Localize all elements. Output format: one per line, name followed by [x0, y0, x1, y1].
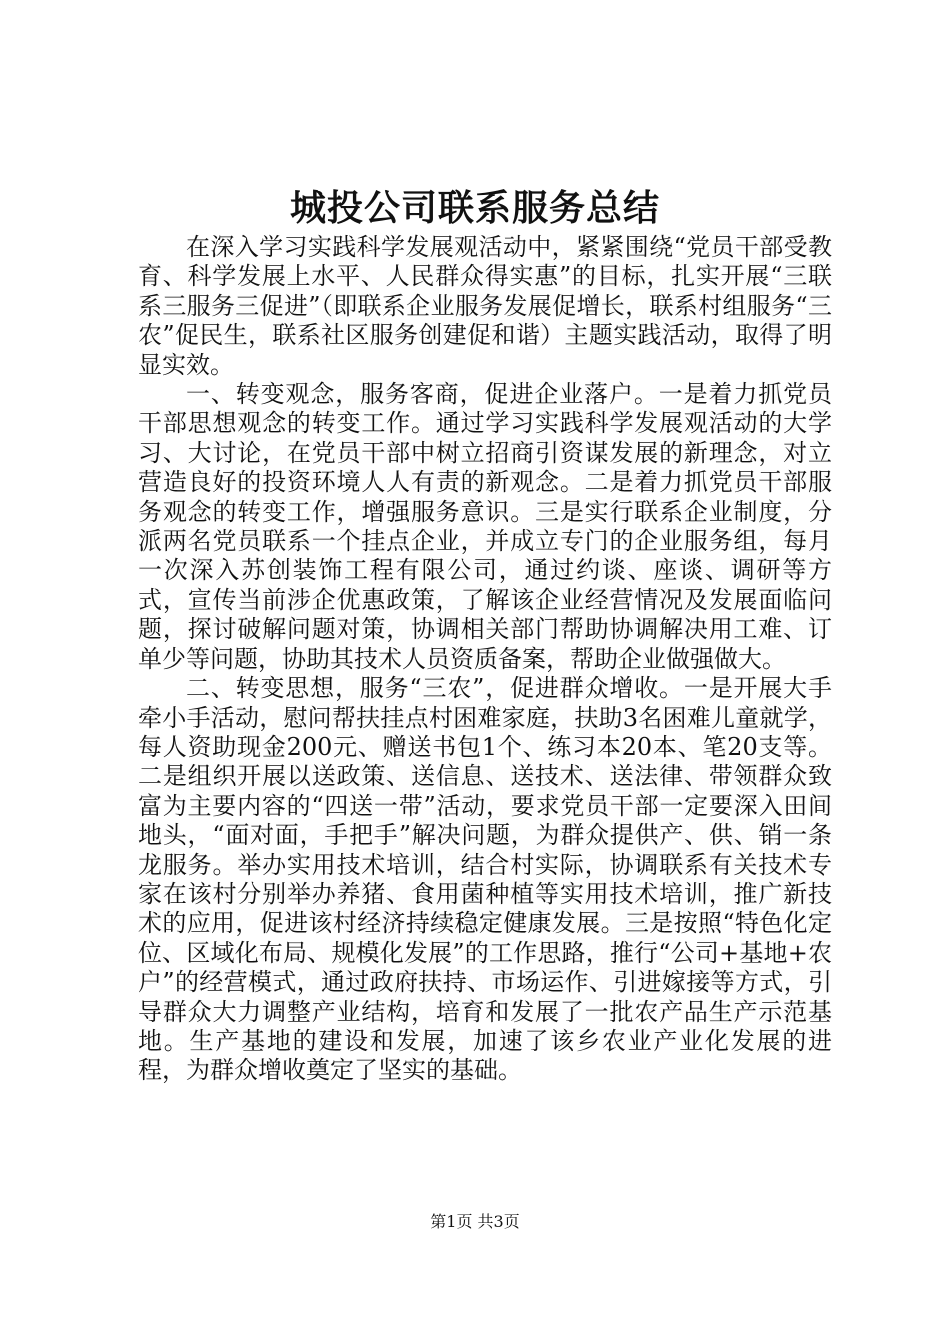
- paragraph-section-2: 二、转变思想，服务“三农”，促进群众增收。一是开展大手牵小手活动，慰问帮扶挂点村困难家庭，扶助3名困难儿童就学，每人资助现金200元、赠送书包1个、练习本20本、笔20支等。二是组织开展以送政策、送信息、送技术、送法律、带领群众致富为主要内容的“四送一带”活动，要求党员干部一定要深入田间地头，“面对面，手把手”解决问题，为群众提供产、供、销一条龙服务。举办实用技术培训，结合村实际，协调联系有关技术专家在该村分别举办养猪、食用菌种植等实用技术培训，推广新技术的应用，促进该村经济持续稳定健康发展。三是按照“特色化定位、区域化布局、规模化发展”的工作思路，推行“公司+基地+农户”的经营模式，通过政府扶持、市场运作、引进嫁接等方式，引导群众大力调整产业结构，培育和发展了一批农产品生产示范基地。生产基地的建设和发展，加速了该乡农业产业化发展的进程，为群众增收奠定了坚实的基础。: [138, 674, 832, 1085]
- document-title: 城投公司联系服务总结: [289, 187, 660, 229]
- paragraph-section-1: 一、转变观念，服务客商，促进企业落户。一是着力抓党员干部思想观念的转变工作。通过学习实践科学发展观活动的大学习、大讨论，在党员干部中树立招商引资谋发展的新理念，对立营造良好的投资环境人人有责的新观念。二是着力抓党员干部服务观念的转变工作，增强服务意识。三是实行联系企业制度，分派两名党员联系一个挂点企业，并成立专门的企业服务组，每月一次深入苏创装饰工程有限公司，通过约谈、座谈、调研等方式，宣传当前涉企优惠政策，了解该企业经营情况及发展面临问题，探讨破解问题对策，协调相关部门帮助协调解决用工难、订单少等问题，协助其技术人员资质备案，帮助企业做强做大。: [138, 380, 832, 673]
- document-body: [138, 233, 832, 1086]
- page-number-footer: 第1页 共3页: [430, 1212, 520, 1231]
- paragraph-intro: 在深入学习实践科学发展观活动中，紧紧围绕“党员干部受教育、科学发展上水平、人民群众得实惠”的目标，扎实开展“三联系三服务三促进”（即联系企业服务发展促增长，联系村组服务“三农”促民生，联系社区服务创建促和谐）主题实践活动，取得了明显实效。: [138, 233, 832, 379]
